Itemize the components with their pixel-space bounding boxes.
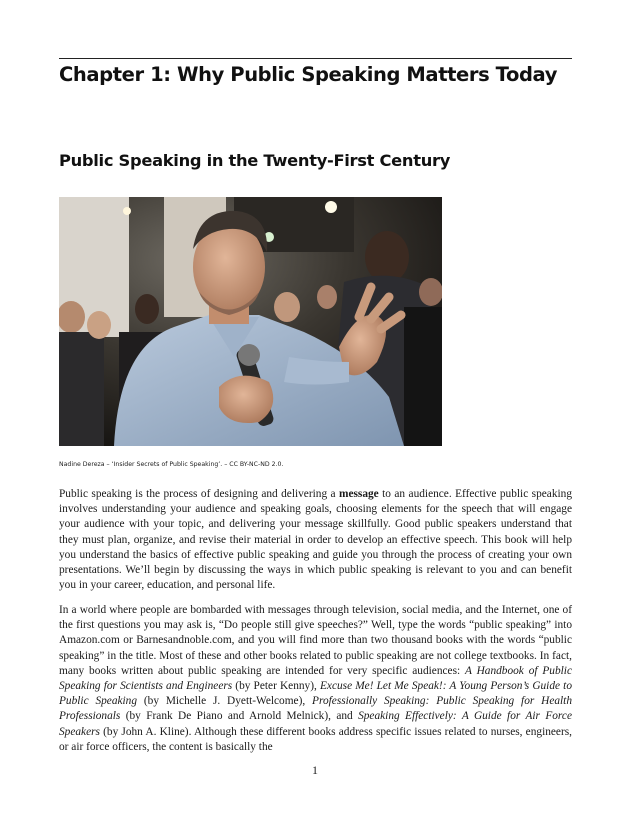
figure-caption: Nadine Dereza – ‘Insider Secrets of Public Speaking’. – CC BY-NC-ND 2.0. bbox=[59, 461, 284, 468]
page-number: 1 bbox=[312, 763, 318, 777]
paragraph-2-text-3: (by Michelle J. Dyett-Welcome), bbox=[137, 695, 313, 708]
keyword-message: message bbox=[339, 488, 379, 500]
book-title-4: Speaking Effectively: A Guide for Air Force Speakers bbox=[59, 710, 572, 738]
body-paragraph-2 bbox=[59, 603, 572, 755]
section-title: Public Speaking in the Twenty-First Century bbox=[59, 151, 451, 170]
paragraph-2-text-5: (by John A. Kline). Although these different books address specific issues related to nurses, engineers, or air force officers, the content is basically the bbox=[59, 725, 572, 753]
paragraph-2-text-1: In a world where people are bombarded with messages through television, social media, and the Internet, one of the first questions you may ask is, “Do people still give speeches?” Well, type the words “public speaking” into Amazon.com or Barnesandnoble.com, and you will find more than two thousand books with the words “public speaking” in the title. Most of these and other books related to public speaking are not college textbooks. In fact, many books written about public speaking are intended for very specific audiences: bbox=[59, 604, 572, 677]
chapter-title: Chapter 1: Why Public Speaking Matters Today bbox=[59, 63, 558, 86]
body-paragraph-1 bbox=[59, 487, 572, 593]
speaker-photo bbox=[59, 197, 442, 446]
book-title-1: A Handbook of Public Speaking for Scientists and Engineers bbox=[59, 664, 572, 693]
paragraph-2-text-4: (by Frank De Piano and Arnold Melnick), and bbox=[120, 710, 359, 723]
paragraph-1-text-a: Public speaking is the process of designing and delivering a bbox=[59, 488, 340, 500]
book-title-3: Professionally Speaking: Public Speaking for Health Professionals bbox=[59, 695, 572, 723]
paragraph-2-text-2: (by Peter Kenny), bbox=[232, 680, 320, 693]
top-rule bbox=[59, 58, 572, 59]
paragraph-1-text-b: to an audience. Effective public speaking involves understanding your audience and speaking goals, choosing elements for the speech that will engage your audience with your topic, and delivering your message skillfully. Good public speakers understand that they must plan, organize, and revise their material in order to develop an effective speech. This book will help you understand the basics of effective public speaking and guide you through the process of creating your own presentations. We’ll begin by discussing the ways in which public speaking is relevant to you and can benefit you in your career, education, and personal life. bbox=[59, 488, 572, 592]
book-title-2: Excuse Me! Let Me Speak!: A Young Person’s Guide to Public Speaking bbox=[59, 680, 572, 708]
